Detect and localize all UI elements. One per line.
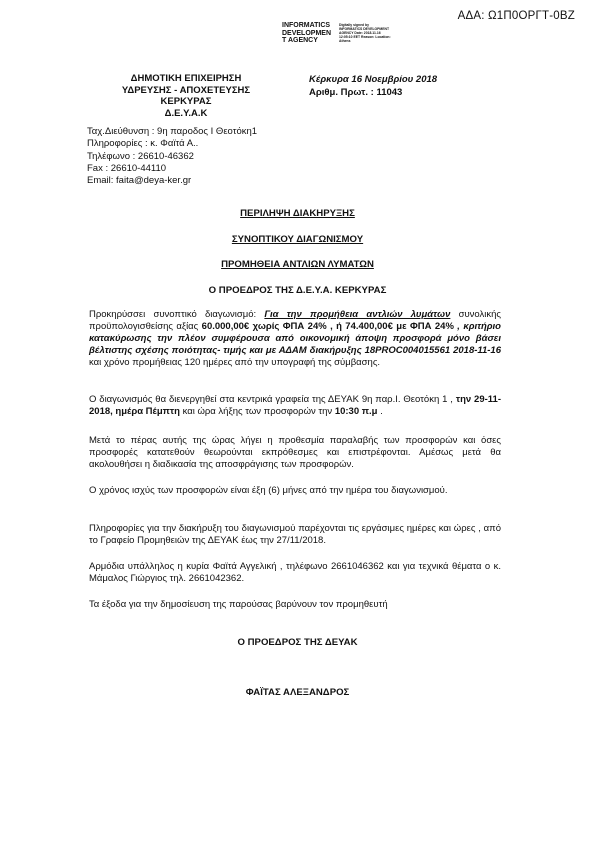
paragraph-validity: Ο χρόνος ισχύς των προσφορών είναι έξη (6) μήνες από την ημέρα του διαγωνισμού. [89,485,448,496]
p2-time-intro: και ώρα λήξης των προσφορών την [179,405,335,417]
stamp-details: Digitally signed by INFORMATICS DEVELOPMENT AGENCY Date: 2018.11.16 12:05:10 EET Reason: Location: Athens [339,23,391,44]
stamp-line-1: INFORMATICS [282,22,331,29]
contact-block [87,126,257,187]
heading-summary: ΠΕΡΙΛΗΨΗ ΔΙΑΚΗΡΥΞΗΣ [240,208,355,219]
protocol-number: 11043 [376,87,403,98]
contact-email: Email: faita@deya-ker.gr [87,175,192,187]
issuer-line-3: ΚΕΡΚΥΡΑΣ [160,96,212,107]
p2-intro: Ο διαγωνισμός θα διενεργηθεί στα κεντρικά γραφεία της ΔΕΥΑΚ 9η παρ.Ι. Θεοτόκη 1 , [89,394,456,405]
paragraph-info: Πληροφορίες για την διακήρυξη του διαγωνισμού παρέχονται τις εργάσιμες ημέρες και ώρες , από το Γραφείο Προμηθειών της ΔΕΥΑΚ έως την 27/11/2018. [89,523,501,546]
p1-intro: Προκηρύσσει συνοπτικό διαγωνισμό: [89,309,265,320]
paragraph-deadline: Μετά το πέρας αυτής της ώρας λήγει η προθεσμία παραλαβής των προσφορών και όσες προσφορές κατατεθούν θεωρούνται εκπρόθεσμες και επιστρέφονται. Αμέσως μετά θα ακολουθήσει η διαδικασία της αποσφράγισης των προσφορών. [89,435,501,470]
contact-phone: Τηλέφωνο : 26610-46362 [87,150,194,162]
p1-duration: και χρόνο προμήθειας 120 ημέρες από την υπογραφή της σύμβασης. [89,356,381,368]
date-protocol-block [309,73,437,99]
p1-criteria: , κριτήριο κατακύρωσης την πλέον συμφέρουσα από οικονομική άποψη προσφορά μόνο βάσει βέλτιστης σχέσης ποιότητας- τιμής και με ΑΔΑΜ διακήρυξης 18PROC004015561 2018-11-16 [89,320,501,356]
issuer-line-1: ΔΗΜΟΤΙΚΗ ΕΠΙΧΕΙΡΗΣΗ [130,73,242,84]
heading-president: Ο ΠΡΟΕΔΡΟΣ ΤΗΣ Δ.Ε.Υ.Α. ΚΕΡΚΥΡΑΣ [208,285,387,296]
p2-time: 10:30 π.μ [334,405,378,417]
contact-address: Ταχ.Διεύθυνση : 9η παροδος Ι Θεοτόκη1 [87,126,258,137]
paragraph-announcement [89,309,501,369]
protocol-label: Αριθμ. Πρωτ. : [309,87,374,98]
p1-budget: 60.000,00€ χωρίς ΦΠΑ 24% , ή 74.400,00€ με ΦΠΑ 24% [201,320,454,332]
date-line: Κέρκυρα 16 Νοεμβρίου 2018 [309,74,438,85]
signature-name: ΦΑΪΤΑΣ ΑΛΕΞΑΝΔΡΟΣ [245,687,350,698]
p2-date: την 29-11-2018, ημέρα Πέμπτη [89,394,501,417]
p2-end: . [377,405,383,417]
contact-fax: Fax : 26610-44110 [87,162,167,174]
issuer-line-2: ΥΔΡΕΥΣΗΣ - ΑΠΟΧΕΤΕΥΣΗΣ [121,84,251,96]
heading-subject: ΠΡΟΜΗΘΕΙΑ ΑΝΤΛΙΩΝ ΛΥΜΑΤΩΝ [221,259,374,270]
signature-title: Ο ΠΡΟΕΔΡΟΣ ΤΗΣ ΔΕΥΑΚ [237,637,358,648]
stamp-line-3: T AGENCY [282,37,318,45]
p1-budget-intro: συνολικής προϋπολογισθείσης αξίας [89,309,501,332]
ada-code: ΑΔΑ: Ω1Π0ΟΡΓΤ-0ΒΖ [457,10,575,22]
heading-tender-type: ΣΥΝΟΠΤΙΚΟΥ ΔΙΑΓΩΝΙΣΜΟΥ [231,234,364,245]
issuer-block [76,73,296,119]
p1-subject: Για την προμήθεια αντλιών λυμάτων [264,309,451,320]
paragraph-contact-persons: Αρμόδια υπάλληλος η κυρία Φαϊτά Αγγελική , τηλέφωνο 2661046362 και για τεχνικά θέματα ο κ. Μάμαλος Γιώργιος τηλ. 2661042362. [89,561,501,584]
stamp-line-2: DEVELOPMEN [282,29,332,37]
issuer-line-4: Δ.Ε.Υ.Α.Κ [164,107,208,119]
paragraph-costs: Τα έξοδα για την δημοσίευση της παρούσας βαρύνουν τον προμηθευτή [89,599,388,610]
contact-info: Πληροφορίες : κ. Φαϊτά Α.. [87,138,199,150]
paragraph-date [89,394,501,418]
